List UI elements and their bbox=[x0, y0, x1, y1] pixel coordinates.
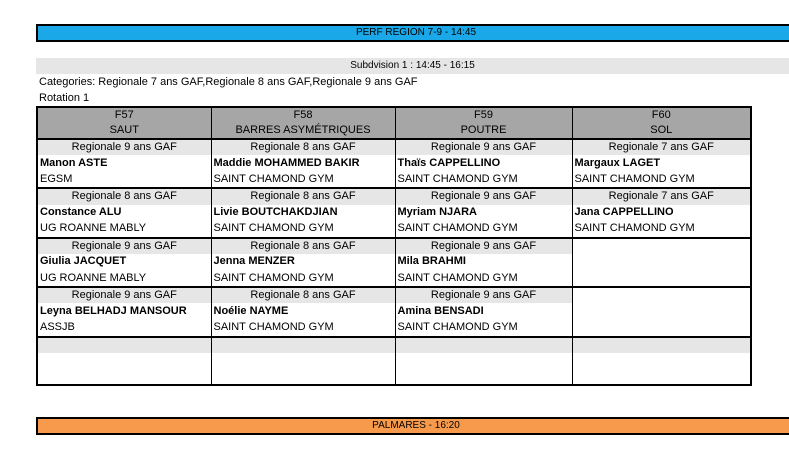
gymnast-name: Constance ALU bbox=[37, 205, 211, 221]
rotation-table bbox=[36, 106, 752, 386]
club-row bbox=[37, 270, 751, 287]
gymnast-name: Noélie NAYME bbox=[211, 303, 395, 319]
empty-row bbox=[37, 353, 751, 385]
empty-cell bbox=[572, 337, 751, 353]
club-row bbox=[37, 171, 751, 188]
club-row bbox=[37, 221, 751, 238]
session-header-text: PERF REGION 7-9 - 14:45 bbox=[355, 27, 477, 38]
gymnast-name: Jenna MENZER bbox=[211, 254, 395, 270]
categories-line: Categories: Regionale 7 ans GAF,Regionale 8 ans GAF,Regionale 9 ans GAF bbox=[39, 76, 418, 88]
gymnast-name: Livie BOUTCHAKDJIAN bbox=[211, 205, 395, 221]
column-code: F59 bbox=[395, 107, 572, 123]
gymnast-name bbox=[572, 303, 751, 319]
header-row-codes bbox=[37, 107, 751, 123]
palmares-text: PALMARES - 16:20 bbox=[372, 420, 460, 431]
empty-cell bbox=[572, 353, 751, 385]
empty-cell bbox=[211, 337, 395, 353]
gymnast-name: Jana CAPPELLINO bbox=[572, 205, 751, 221]
gymnast-club: SAINT CHAMOND GYM bbox=[211, 221, 395, 238]
name-row bbox=[37, 155, 751, 171]
session-header-band bbox=[36, 24, 789, 42]
palmares-band bbox=[36, 417, 789, 435]
gymnast-name: Myriam NJARA bbox=[395, 205, 572, 221]
gymnast-category: Regionale 9 ans GAF bbox=[395, 287, 572, 303]
column-code: F57 bbox=[37, 107, 211, 123]
gymnast-club: UG ROANNE MABLY bbox=[37, 221, 211, 238]
gymnast-club: SAINT CHAMOND GYM bbox=[211, 319, 395, 336]
header-row-apparatus bbox=[37, 123, 751, 139]
gymnast-club: SAINT CHAMOND GYM bbox=[395, 221, 572, 238]
column-code: F58 bbox=[211, 107, 395, 123]
empty-cell bbox=[37, 353, 211, 385]
gymnast-category: Regionale 9 ans GAF bbox=[395, 139, 572, 155]
gymnast-name: Leyna BELHADJ MANSOUR bbox=[37, 303, 211, 319]
empty-cell bbox=[395, 353, 572, 385]
gymnast-name: Amina BENSADI bbox=[395, 303, 572, 319]
gymnast-name: Mila BRAHMI bbox=[395, 254, 572, 270]
rotation-label: Rotation 1 bbox=[39, 92, 90, 104]
category-row bbox=[37, 238, 751, 254]
name-row bbox=[37, 205, 751, 221]
category-row bbox=[37, 287, 751, 303]
club-row bbox=[37, 319, 751, 336]
gymnast-category: Regionale 9 ans GAF bbox=[37, 238, 211, 254]
name-row bbox=[37, 303, 751, 319]
empty-category-row bbox=[37, 337, 751, 353]
gymnast-name: Giulia JACQUET bbox=[37, 254, 211, 270]
gymnast-category: Regionale 9 ans GAF bbox=[37, 139, 211, 155]
gymnast-club: SAINT CHAMOND GYM bbox=[395, 171, 572, 188]
subdivision-bar bbox=[36, 58, 789, 74]
gymnast-club: SAINT CHAMOND GYM bbox=[395, 319, 572, 336]
gymnast-club: ASSJB bbox=[37, 319, 211, 336]
gymnast-category: Regionale 9 ans GAF bbox=[37, 287, 211, 303]
gymnast-category: Regionale 8 ans GAF bbox=[211, 287, 395, 303]
gymnast-club: SAINT CHAMOND GYM bbox=[572, 171, 751, 188]
gymnast-club: SAINT CHAMOND GYM bbox=[395, 270, 572, 287]
gymnast-club: SAINT CHAMOND GYM bbox=[572, 221, 751, 238]
gymnast-category: Regionale 8 ans GAF bbox=[211, 238, 395, 254]
gymnast-category: Regionale 9 ans GAF bbox=[395, 188, 572, 204]
column-apparatus: POUTRE bbox=[395, 123, 572, 139]
column-code: F60 bbox=[572, 107, 751, 123]
category-row bbox=[37, 139, 751, 155]
gymnast-club: EGSM bbox=[37, 171, 211, 188]
gymnast-category bbox=[572, 287, 751, 303]
category-row bbox=[37, 188, 751, 204]
gymnast-club: SAINT CHAMOND GYM bbox=[211, 171, 395, 188]
gymnast-category: Regionale 9 ans GAF bbox=[395, 238, 572, 254]
column-apparatus: SAUT bbox=[37, 123, 211, 139]
name-row bbox=[37, 254, 751, 270]
gymnast-name: Manon ASTE bbox=[37, 155, 211, 171]
gymnast-category: Regionale 8 ans GAF bbox=[37, 188, 211, 204]
gymnast-name: Margaux LAGET bbox=[572, 155, 751, 171]
gymnast-club bbox=[572, 270, 751, 287]
subdivision-text: Subdvision 1 : 14:45 - 16:15 bbox=[350, 60, 475, 71]
gymnast-club: UG ROANNE MABLY bbox=[37, 270, 211, 287]
gymnast-category bbox=[572, 238, 751, 254]
empty-cell bbox=[37, 337, 211, 353]
gymnast-club bbox=[572, 319, 751, 336]
gymnast-category: Regionale 8 ans GAF bbox=[211, 188, 395, 204]
column-apparatus: BARRES ASYMÉTRIQUES bbox=[211, 123, 395, 139]
gymnast-category: Regionale 8 ans GAF bbox=[211, 139, 395, 155]
empty-cell bbox=[395, 337, 572, 353]
empty-cell bbox=[211, 353, 395, 385]
gymnast-name: Thaïs CAPPELLINO bbox=[395, 155, 572, 171]
gymnast-club: SAINT CHAMOND GYM bbox=[211, 270, 395, 287]
gymnast-name: Maddie MOHAMMED BAKIR bbox=[211, 155, 395, 171]
gymnast-name bbox=[572, 254, 751, 270]
column-apparatus: SOL bbox=[572, 123, 751, 139]
gymnast-category: Regionale 7 ans GAF bbox=[572, 139, 751, 155]
gymnast-category: Regionale 7 ans GAF bbox=[572, 188, 751, 204]
